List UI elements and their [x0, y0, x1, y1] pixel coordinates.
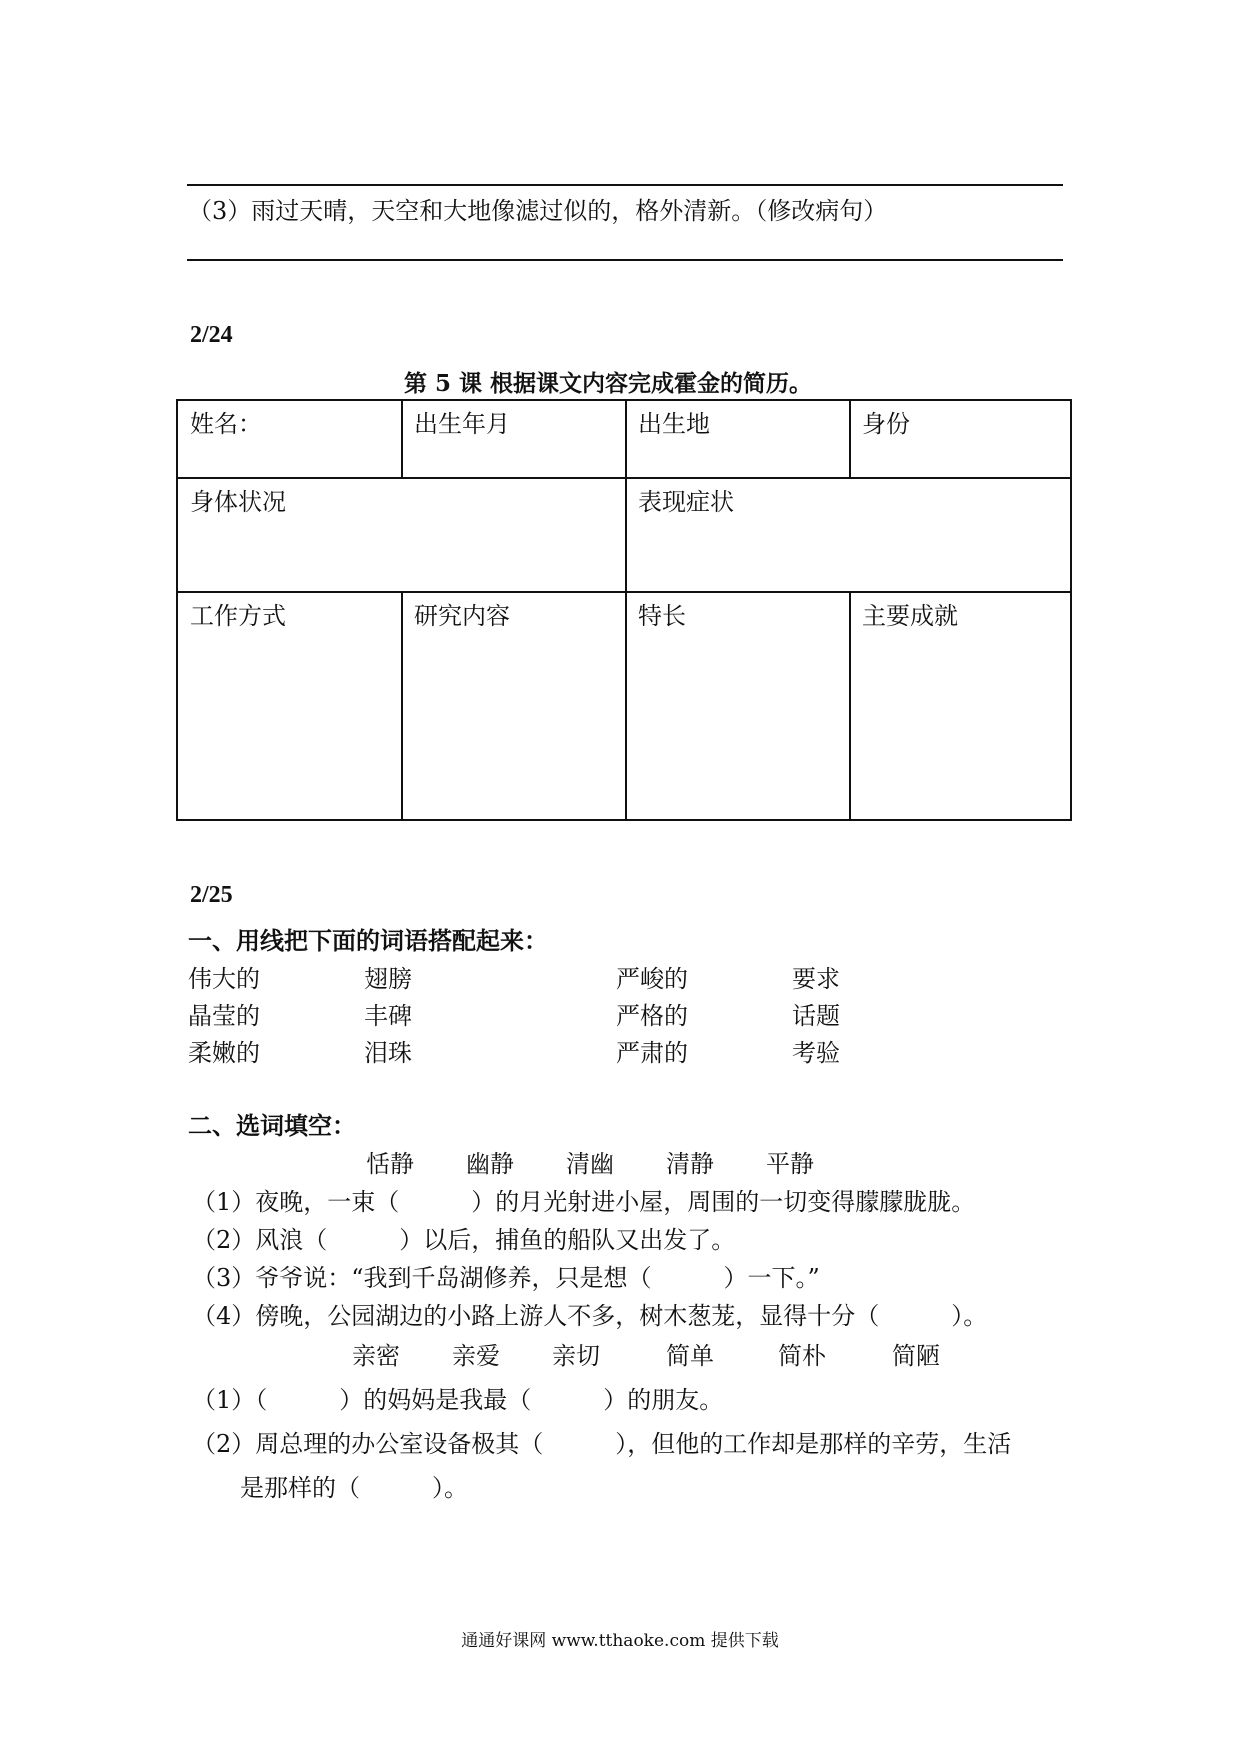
word-bank-1-item: 清幽: [566, 1150, 614, 1178]
table-col-divider: [401, 591, 403, 819]
cell-health-label: 身体状况: [190, 488, 286, 516]
fill-item-2-2: （2）周总理的办公室设备极其（ ），但他的工作却是那样的辛劳，生活: [192, 1430, 1012, 1458]
fill-item-2-2-continued: 是那样的（ ）。: [240, 1474, 468, 1502]
lesson-5-title: 第 5 课 根据课文内容完成霍金的简历。: [404, 370, 813, 397]
answer-line-top: [187, 184, 1063, 186]
word-bank-1-item: 清静: [666, 1150, 714, 1178]
word-bank-2-item: 亲密: [352, 1342, 400, 1370]
part-2-heading: 二、选词填空：: [188, 1111, 356, 1140]
match-word: 要求: [792, 965, 840, 993]
table-row-divider: [178, 477, 1070, 479]
fill-item-1-1: （1）夜晚，一束（ ）的月光射进小屋，周围的一切变得朦朦胧胧。: [192, 1188, 976, 1216]
word-bank-2-item: 简朴: [778, 1342, 826, 1370]
fill-item-1-3: （3）爷爷说：“我到千岛湖修养，只是想（ ）一下。”: [192, 1264, 820, 1292]
cell-specialty-label: 特长: [638, 602, 686, 630]
cell-birthplace-label: 出生地: [638, 410, 710, 438]
cell-identity-label: 身份: [862, 410, 910, 438]
match-word: 泪珠: [364, 1039, 412, 1067]
word-bank-2-item: 简陋: [892, 1342, 940, 1370]
word-bank-2-item: 亲切: [552, 1342, 600, 1370]
date-2-25: 2/25: [190, 882, 233, 908]
match-word: 伟大的: [188, 965, 260, 993]
cell-achievements-label: 主要成就: [862, 602, 958, 630]
table-col-divider: [401, 401, 403, 477]
table-row-divider: [178, 591, 1070, 593]
table-col-divider: [849, 401, 851, 477]
match-word: 考验: [792, 1039, 840, 1067]
table-col-divider: [625, 477, 627, 591]
match-word: 翅膀: [364, 965, 412, 993]
fill-item-2-1: （1）（ ）的妈妈是我最（ ）的朋友。: [192, 1386, 724, 1414]
match-word: 柔嫩的: [188, 1039, 260, 1067]
word-bank-2-item: 简单: [666, 1342, 714, 1370]
word-bank-1-item: 恬静: [366, 1150, 414, 1178]
cell-birthdate-label: 出生年月: [414, 410, 510, 438]
match-word: 严格的: [616, 1002, 688, 1030]
fill-item-1-4: （4）傍晚，公园湖边的小路上游人不多，树木葱茏，显得十分（ ）。: [192, 1302, 988, 1330]
table-col-divider: [625, 591, 627, 819]
match-word: 严肃的: [616, 1039, 688, 1067]
answer-line-item-3: [187, 259, 1063, 261]
match-word: 话题: [792, 1002, 840, 1030]
table-col-divider: [849, 591, 851, 819]
match-word: 严峻的: [616, 965, 688, 993]
cell-name-label: 姓名：: [190, 410, 262, 438]
date-2-24: 2/24: [190, 322, 233, 348]
cell-research-label: 研究内容: [414, 602, 510, 630]
word-bank-1-item: 幽静: [466, 1150, 514, 1178]
item-3-text: （3）雨过天晴，天空和大地像滤过似的，格外清新。（修改病句）: [188, 197, 888, 225]
part-1-heading: 一、用线把下面的词语搭配起来：: [188, 926, 548, 955]
match-word: 丰碑: [364, 1002, 412, 1030]
fill-item-1-2: （2）风浪（ ）以后，捕鱼的船队又出发了。: [192, 1226, 736, 1254]
match-word: 晶莹的: [188, 1002, 260, 1030]
table-col-divider: [625, 401, 627, 477]
cell-work-style-label: 工作方式: [190, 602, 286, 630]
footer-credit: 通通好课网 www.tthaoke.com 提供下载: [461, 1631, 779, 1651]
word-bank-1-item: 平静: [766, 1150, 814, 1178]
word-bank-2-item: 亲爱: [452, 1342, 500, 1370]
hawking-resume-table: [176, 399, 1072, 821]
cell-symptoms-label: 表现症状: [638, 488, 734, 516]
